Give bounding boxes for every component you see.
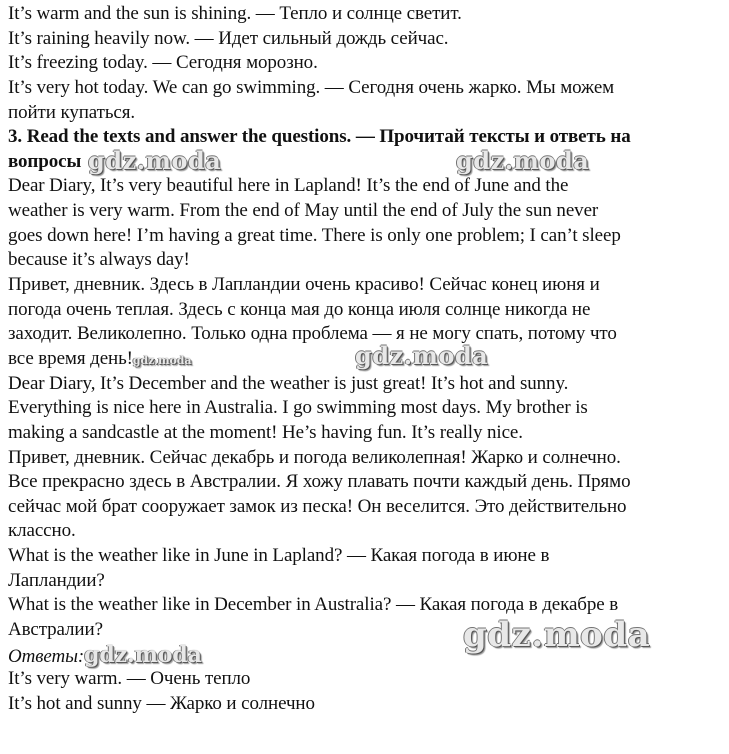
text-line: заходит. Великолепно. Только одна проблема — я не могу спать, потому что [8, 323, 617, 345]
text-line: What is the weather like in June in Lapland? — Какая погода в июне в [8, 545, 550, 567]
text-line: сейчас мой брат сооружает замок из песка! Он веселится. Это действительно [8, 495, 627, 517]
text-line: пойти купаться. [8, 101, 136, 123]
text-line: погода очень теплая. Здесь с конца мая до конца июля солнце никогда не [8, 298, 591, 320]
text-line: It’s very hot today. We can go swimming. — Сегодня очень жарко. Мы можем [8, 76, 615, 98]
exercise-heading: 3. Read the texts and answer the questions. — Прочитай тексты и ответь на [8, 126, 631, 148]
watermark-2: gdz.moda [456, 146, 590, 175]
text-line: Everything is nice here in Australia. I go swimming most days. My brother is [8, 397, 588, 419]
text-line: goes down here! I’m having a great time. There is only one problem; I can’t sleep [8, 224, 621, 246]
text-line: It’s freezing today. — Сегодня морозно. [8, 52, 318, 74]
watermark-answers: gdz.moda [84, 641, 202, 668]
watermark-4: gdz.moda [463, 615, 651, 655]
answer-line: It’s very warm. — Очень тепло [8, 668, 251, 690]
text-line: классно. [8, 520, 76, 542]
text-line: It’s warm and the sun is shining. — Тепло и солнце светит. [8, 3, 462, 24]
text-span: все время день! [8, 347, 133, 369]
text-line: weather is very warm. From the end of May until the end of July the sun never [8, 200, 599, 222]
text-line: Все прекрасно здесь в Австралии. Я хожу плавать почти каждый день. Прямо [8, 471, 631, 493]
watermark-1: gdz.moda [88, 146, 222, 175]
text-line: Австралии? [8, 619, 103, 641]
text-line: Привет, дневник. Здесь в Лапландии очень красиво! Сейчас конец июня и [8, 274, 600, 296]
watermark-3: gdz.moda [355, 341, 489, 370]
answers-label: Ответы: [8, 645, 85, 667]
text-line: Лапландии? [8, 569, 105, 591]
text-line: What is the weather like in December in Australia? — Какая погода в декабре в [8, 594, 619, 616]
text-line: because it’s always day! [8, 249, 190, 271]
text-line: Привет, дневник. Сейчас декабрь и погода великолепная! Жарко и солнечно. [8, 446, 621, 468]
text-line: Dear Diary, It’s very beautiful here in Lapland! It’s the end of June and the [8, 175, 569, 197]
text-line: It’s raining heavily now. — Идет сильный дождь сейчас. [8, 27, 449, 49]
watermark-small: gdz.moda [132, 353, 192, 367]
exercise-heading-word: вопросы [8, 150, 82, 172]
answer-line: It’s hot and sunny — Жарко и солнечно [8, 692, 315, 714]
text-line: making a sandcastle at the moment! He’s having fun. It’s really nice. [8, 421, 523, 443]
text-line: Dear Diary, It’s December and the weather is just great! It’s hot and sunny. [8, 372, 569, 394]
